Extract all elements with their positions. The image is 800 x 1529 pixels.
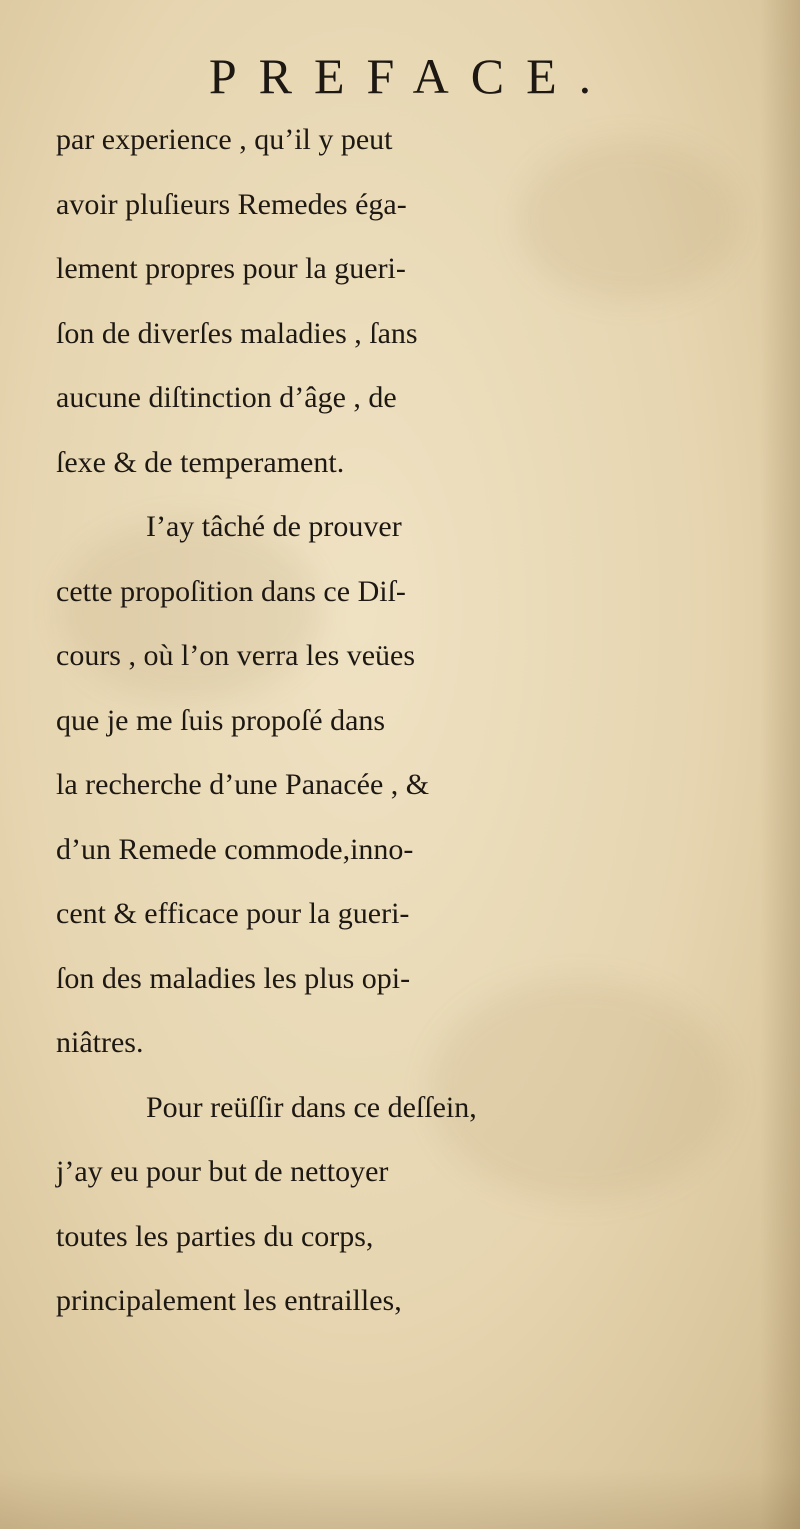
text-line: lement propres pour la gueri- <box>56 252 406 285</box>
text-line: principalement les entrailles, <box>56 1284 402 1317</box>
page-edge-shadow <box>760 0 800 1529</box>
text-line: ſon de diverſes maladies , ſans <box>56 316 418 350</box>
page-bottom-shadow <box>0 1469 800 1529</box>
running-title: PREFACE. <box>208 48 614 104</box>
text-line: niâtres. <box>56 1026 144 1059</box>
text-line: cette propoſition dans ce Diſ- <box>56 574 406 608</box>
paragraph-start-line: I’ay tâché de prouver <box>146 510 402 543</box>
text-line: avoir pluſieurs Remedes éga- <box>56 187 407 221</box>
text-line: ſexe & de temperament. <box>56 445 345 479</box>
text-line: d’un Remede commode,inno- <box>56 832 414 866</box>
text-line: par experience , qu’il y peut <box>56 123 393 156</box>
text-line: cent & efficace pour la gueri- <box>56 897 410 930</box>
text-line: la recherche d’une Panacée , & <box>56 768 430 801</box>
text-line: cours , où l’on verra les veües <box>56 639 416 672</box>
text-line: que je me ſuis propoſé dans <box>56 703 386 737</box>
body-text <box>56 108 766 1334</box>
text-line: aucune diſtinction d’âge , de <box>56 381 397 414</box>
text-line: j’ay eu pour but de nettoyer <box>56 1155 389 1188</box>
text-line: ſon des maladies les plus opi- <box>56 961 411 995</box>
paragraph-start-line: Pour reüſſir dans ce deſſein, <box>146 1090 477 1124</box>
text-line: toutes les parties du corps, <box>56 1219 374 1253</box>
